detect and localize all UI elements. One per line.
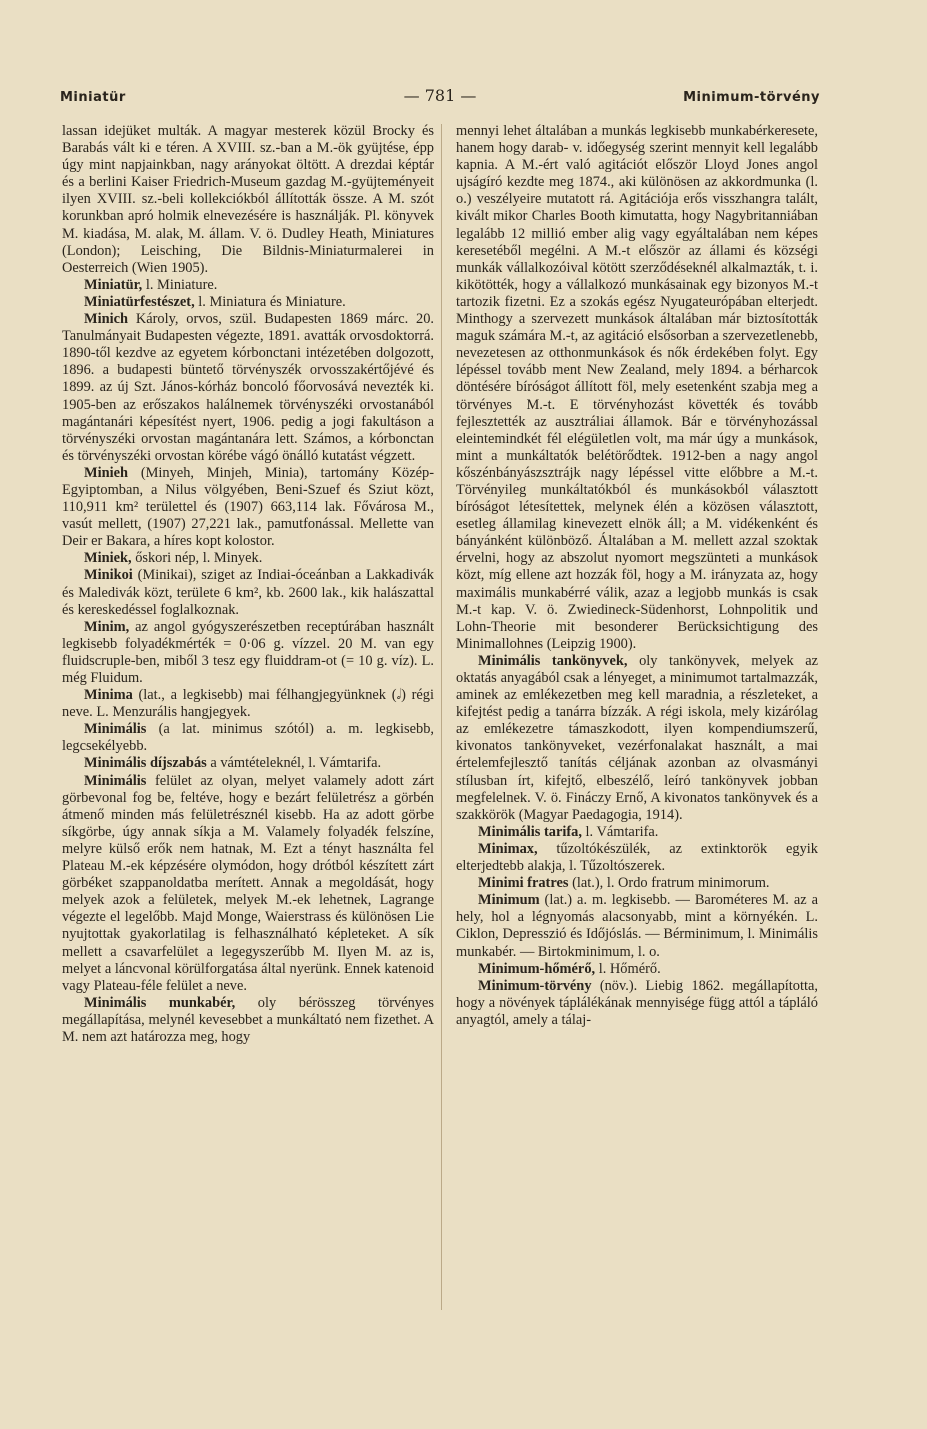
entry-headword: Minimális tarifa, xyxy=(478,823,582,840)
dictionary-entry xyxy=(62,721,434,755)
entry-headword: Minimum-törvény xyxy=(478,977,592,994)
entry-headword: Miniek, xyxy=(84,550,132,567)
entry-headword: Minimum-hőmérő, xyxy=(478,960,596,977)
entry-body: (a lat. minimus szótól) a. m. legkisebb, legcsekélyebb. xyxy=(62,721,434,755)
column-divider xyxy=(441,124,442,1310)
entry-headword: Minimi fratres xyxy=(478,875,569,892)
dictionary-entry xyxy=(456,892,818,960)
entry-body: lassan idejüket multák. A magyar mesterek közül Brocky és Barabás vált ki e téren. A XVIII. sz.-ban a M.-ök gyüjtése, épp úgy mint napjainkban, nagy arányokat öltött. A drezdai képtár és a berlini Kaiser Friedrich-Museum gazdag M.-gyüjteményeit ilyen XVIII. sz.-beli kollekciókból állították össze. A M. szót korunkban apró holmik elnevezésére is használják. Pl. könyvek M. kiadása, M. alak, M. állam. V. ö. Dudley Heath, Miniatures (London); Leisching, Die Bildnis-Miniaturmalerei in Oesterreich (Wien 1905). xyxy=(62,123,434,276)
right-column xyxy=(456,123,818,1029)
entry-headword: Minimum xyxy=(478,892,540,909)
dictionary-entry xyxy=(62,465,434,550)
continued-text xyxy=(456,123,818,653)
entry-body: őskori nép, l. Minyek. xyxy=(135,550,263,567)
dictionary-entry xyxy=(62,550,434,567)
dictionary-entry xyxy=(62,755,434,772)
entry-body: (lat.) a. m. legkisebb. — Barométeres M. az a hely, hol a légnyomás alacsonyabb, mint a környékén. L. Ciklon, Depresszió és Időjóslás. — Bérminimum, l. Minimális munkabér. — Birtokminimum, l. o. xyxy=(456,892,818,960)
header-left-guideword: Miniatür xyxy=(60,90,126,105)
entry-body: l. Miniature. xyxy=(145,276,218,293)
dictionary-entry xyxy=(456,978,818,1029)
dictionary-entry xyxy=(456,841,818,875)
entry-headword: Minimális tankönyvek, xyxy=(478,652,628,669)
entry-headword: Minimális díjszabás xyxy=(84,755,207,772)
dictionary-entry xyxy=(456,961,818,978)
entry-body: Károly, orvos, szül. Budapesten 1869 márc. 20. Tanulmányait Budapesten végezte, 1891. avatták orvosdoktorrá. 1890-től kezdve az egyetem kórbonctani intézetében dolgozott, 1896. a budapesti büntető törvényszék orvosszakértőjévé és 1899. az új Szt. János-kórház boncoló főorvosává nevezték ki. 1905-ben az erőszakos halálnemek törvényszéki orvostanából magántanári képesítést nyert, 1906. pedig a jogi fakultáson a törvényszéki orvostan magántanára lett. Számos, a kórbonctan és törvényszéki orvostan körébe vágó önálló kutatást végzett. xyxy=(62,311,434,464)
dictionary-entry xyxy=(62,277,434,294)
dictionary-entry xyxy=(62,995,434,1046)
entry-body: felület az olyan, melyet valamely adott zárt görbevonal fog be, feltéve, hogy e bezárt felületrész a görbén átmenő minden más felületrésznél kisebb. Ha az adott görbe síkgörbe, úgy annak síkja a M. Valamely folyadék felszíne, melyre külső erők nem hatnak, M. Ezt a tényt használta fel Plateau M.-ek képzésére olymódon, hogy drótból készített zárt görbéket szappanoldatba merített. Annak a megoldását, hogy melyek azok a felületek, melyek M.-ek lehetnek, Lagrange végezte el legelőbb. Majd Monge, Waierstrass és különösen Lie nyujtottak gyakorlatilag is felhasználható képleteket. A sík mellett a csavarfelület a legegyszerűbb M. Ilyen M. az is, melyet a láncvonal körülforgatása által nyerünk. Ennek katenoid vagy Plateau-féle felület a neve. xyxy=(62,772,434,994)
entry-body: oly tankönyvek, melyek az oktatás anyagából csak a lényeget, a minimumot tartalmazzák, aminek az emlékezetben meg kell maradnia, a részleteket, a kifejtést pedig a tanárra bízzák. A régi iskola, mely kizárólag az emlékezetre támaszkodott, ilyen kompendiumszerű, kivonatos tankönyveket, vezérfonalakat használt, a mai értelemfejlesztő tanítás céljának azonban az olvasmányi stílusban írt, kifejtő, elbeszélő, leíró tankönyvek jobban megfelelnek. V. ö. Fináczy Ernő, A kivonatos tankönyvek és a szakkörök (Magyar Paedagogia, 1914). xyxy=(456,652,818,823)
header-right-guideword: Minimum-törvény xyxy=(683,90,820,105)
entry-headword: Minieh xyxy=(84,464,128,481)
entry-body: (lat., a legkisebb) mai félhangjegyünknek (𝅗𝅥) régi neve. L. Menzurális hangjegyek. xyxy=(62,687,434,721)
left-column xyxy=(62,123,434,1046)
dictionary-entry xyxy=(456,824,818,841)
entry-body: az angol gyógyszerészetben receptúrában használt legkisebb folyadékmérték = 0·06 g. vízzel. 20 M. van egy fluidscruple-ben, miből 3 tesz egy fluiddram-ot (= 10 g. víz). L. még Fluidum. xyxy=(62,618,434,686)
entry-headword: Minimális xyxy=(84,772,147,789)
entry-body: tűzoltókészülék, az extinktorök egyik elterjedtebb alakja, l. Tűzoltószerek. xyxy=(456,840,818,875)
entry-headword: Minim, xyxy=(84,618,130,635)
dictionary-entry xyxy=(62,294,434,311)
entry-body: (lat.), l. Ordo fratrum minimorum. xyxy=(572,875,770,892)
entry-body: l. Vámtarifa. xyxy=(585,823,659,840)
entry-body: (növ.). Liebig 1862. megállapította, hogy a növények táplálékának mennyisége függ attól a tápláló anyagtól, amely a tálaj- xyxy=(456,977,818,1028)
dictionary-entry xyxy=(62,619,434,687)
entry-body: (Minikai), sziget az Indiai-óceánban a Lakkadivák és Maledivák közt, területe 6 km², kb. 2600 lak., kik halászattal és kereskedéssel foglalkoznak. xyxy=(62,567,434,618)
entry-headword: Minima xyxy=(84,687,133,704)
entry-headword: Minimax, xyxy=(478,840,538,857)
entry-body: l. Hőmérő. xyxy=(598,960,661,977)
entry-body: oly bérösszeg törvényes megállapítása, melynél kevesebbet a munkáltató nem fizethet. A M. nem azt határozza meg, hogy xyxy=(62,994,434,1045)
dictionary-entry xyxy=(62,687,434,721)
dictionary-entry xyxy=(62,567,434,618)
dictionary-entry xyxy=(456,875,818,892)
entry-body: mennyi lehet általában a munkás legkisebb munkabérkeresete, hanem hogy darab- v. időegység szerint mennyit kell legalább kapnia. A M.-ért való agitációt először Lloyd Jones angol ujságíró kezdte meg 1874., aki különösen az akkordmunka (l. o.) veszélyeire mutatott rá. Agitációja erős visszhangra talált, kivált mikor Charles Booth kimutatta, hogy Nagybritanniában legalább 12 millió ember alig vagy egyáltalában nem képes keresetéből megélni. A M.-t először az állami és községi munkák vállalkozóival kötött szerződéseknél alkalmazták, t. i. kikötötték, hogy a vállalkozó munkásainak egy bizonyos M.-t tartozik fizetni. Ez a szokás egész Nyugateurópában elterjedt. Minthogy a szervezett munkások általában már biztosították maguk számára M.-t, az agitáció elsősorban a szervezetlenebb, nevezetesen az otthonmunkások és nők érdekében folyt. Egy lépéssel tovább ment New Zealand, mely 1894. a bérharcok döntésére bíróságot állított föl, mely esetenként szabja meg a törvényes M.-t. E törvényhozást követték és tovább fejlesztették az ausztráliai államok. Bár e törvényhozással eleintemindkét fél elégületlen volt, ma már úgy a munkások, mint a munkáltatók belétörődtek. 1912-ben a nagy angol kőszénbányászsztrájk nagy lépéssel vitte előbbre a M.-t. Törvényileg munkáltatókból és munkásokból választott bíróságot létesítettek, melynek élén a közösen választott, esetleg államilag kinevezett elnök áll; a M. vidékenként és bányánként különböző. Általában a M. mellett azzal szoktak érvelni, hogy az abszolut nyomort megszünteti a munkások közt, míg ellene azt hozzák föl, hogy a M. irányzata az, hogy maximális munkabérré válik, azaz a legjobb munkás is csak M.-t kap. V. ö. Zwiedineck-Südenhorst, Lohnpolitik und Lohn-Theorie mit besonderer Berücksichtigung des Minimallohnes (Leipzig 1900). xyxy=(456,123,819,652)
page-number: — 781 — xyxy=(403,86,477,105)
entry-headword: Miniatürfestészet, xyxy=(84,293,195,310)
running-head xyxy=(60,84,820,108)
continued-text xyxy=(62,123,434,277)
dictionary-entry xyxy=(456,653,818,824)
entry-body: (Minyeh, Minjeh, Minia), tartomány Közép-Egyiptomban, a Nilus völgyében, Beni-Szuef és Sziut közt, 110,911 km² területtel és (1907) 663,114 lak. Fővárosa M., vasút mellett, (1907) 27,221 lak., pamutfonással. Mellette van Deir er Bakara, a híres kopt kolostor. xyxy=(62,464,435,550)
entry-body: a vámtételeknél, l. Vámtarifa. xyxy=(210,755,382,772)
entry-headword: Minikoi xyxy=(84,567,133,584)
dictionary-entry xyxy=(62,311,434,465)
entry-headword: Minimális xyxy=(84,721,147,738)
entry-headword: Miniatür, xyxy=(84,276,143,293)
entry-headword: Minimális munkabér, xyxy=(84,994,236,1011)
dictionary-entry xyxy=(62,773,434,995)
entry-body: l. Miniatura és Miniature. xyxy=(198,293,346,310)
entry-headword: Minich xyxy=(84,311,128,328)
